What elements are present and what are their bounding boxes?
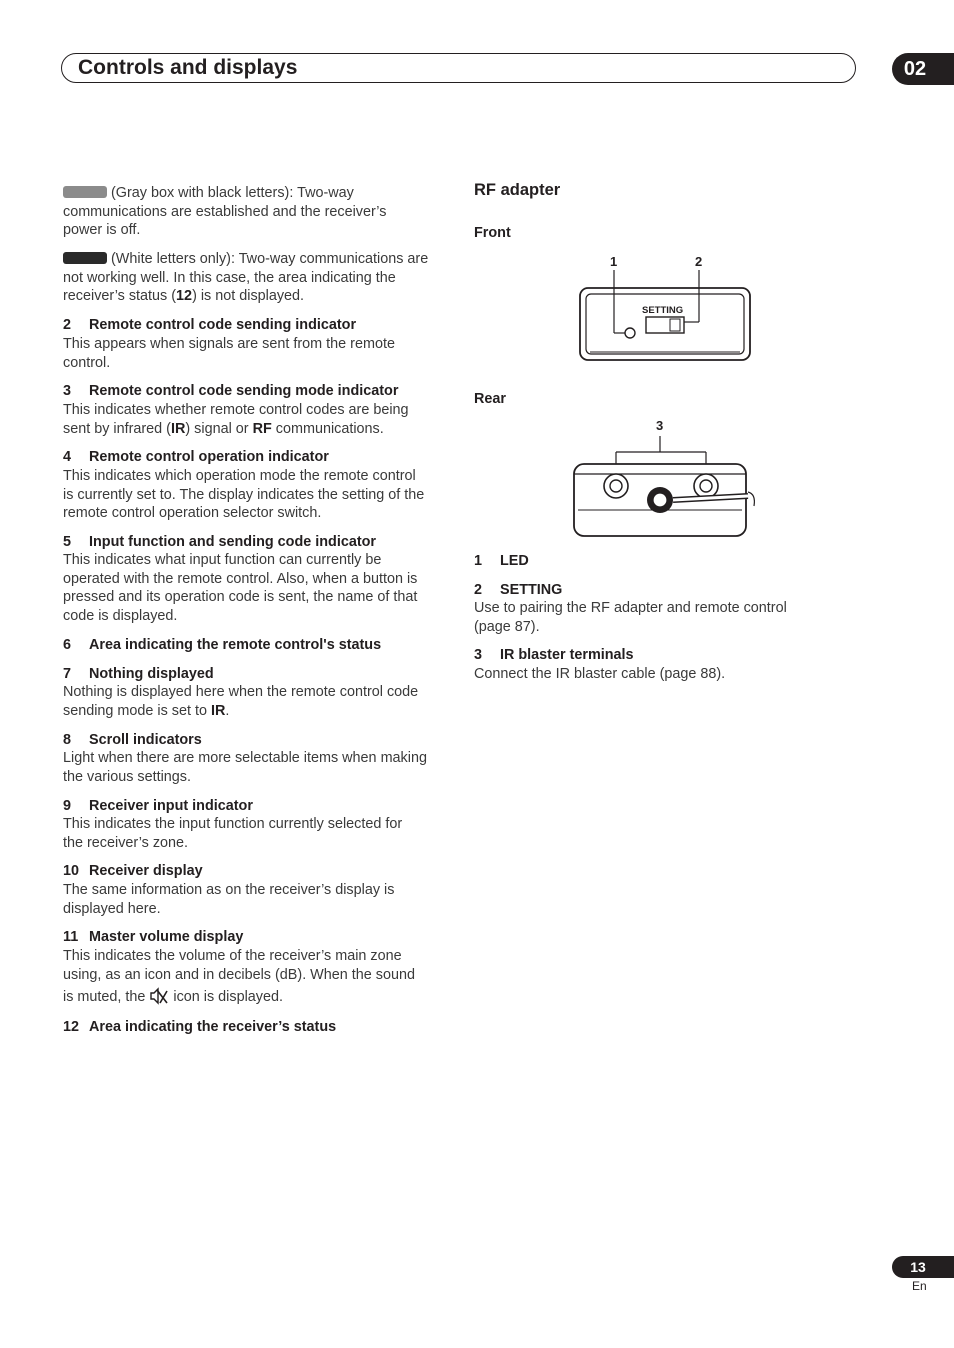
item-heading: 4 Remote control operation indicator: [63, 449, 329, 465]
rear-callout-3: 3: [656, 418, 664, 433]
mute-speaker-icon: [149, 987, 169, 1014]
item-heading: 3 Remote control code sending mode indicator: [63, 383, 399, 399]
item-description: This indicates the input function currently selected for the receiver’s zone.: [63, 816, 403, 851]
item-heading: 8 Scroll indicators: [63, 732, 202, 748]
front-callout-1: 1: [610, 254, 618, 269]
item-description: The same information as on the receiver’s display is displayed here.: [63, 882, 395, 917]
item-heading: 2 Remote control code sending indicator: [63, 317, 357, 333]
language-code: En: [912, 1279, 927, 1293]
led-icon: [625, 328, 635, 338]
page-number: 13: [892, 1256, 954, 1278]
section-title: RF adapter: [474, 181, 561, 199]
rf-adapter-rear-diagram: [570, 414, 770, 544]
front-callout-2: 2: [695, 254, 703, 269]
setting-text: SETTING: [642, 305, 684, 316]
item-heading: 6 Area indicating the remote control's status: [63, 637, 382, 653]
item-description: Connect the IR blaster cable (page 88).: [474, 666, 726, 682]
gray-box-paragraph: (Gray box with black letters): Two-way communications are established and the receiver’s power is off.: [63, 185, 387, 239]
item-description: Nothing is displayed here when the remote control code sending mode is set to IR.: [63, 684, 419, 719]
rear-label: Rear: [474, 391, 506, 407]
item-description: Use to pairing the RF adapter and remote control (page 87).: [474, 600, 787, 635]
item-heading: 12 Area indicating the receiver’s status: [63, 1019, 337, 1035]
item-description: This indicates which operation mode the remote control is currently set to. The display indicates the setting of the remote control operation selector switch.: [63, 468, 425, 522]
item-heading: 11 Master volume display: [63, 929, 244, 945]
ir-terminal-left: [604, 474, 628, 498]
item-description: Light when there are more selectable items when making the various settings.: [63, 750, 427, 785]
gray-box-swatch: [63, 186, 107, 198]
item-heading: 1 LED: [474, 553, 529, 569]
rf-adapter-front-diagram: [574, 250, 764, 370]
item-heading: 7 Nothing displayed: [63, 666, 214, 682]
item-description: This indicates whether remote control codes are being sent by infrared (IR) signal or RF communications.: [63, 402, 409, 437]
page-title: Controls and displays: [78, 56, 298, 79]
white-letters-paragraph: (White letters only): Two-way communications are not working well. In this case, the area indicating the receiver’s status (12) is not displayed.: [63, 251, 429, 305]
front-label: Front: [474, 225, 511, 241]
item-heading: 3 IR blaster terminals: [474, 647, 634, 663]
item-description: This appears when signals are sent from the remote control.: [63, 336, 395, 371]
black-box-swatch: [63, 252, 107, 264]
chapter-badge: 02: [892, 53, 954, 85]
item-heading: 9 Receiver input indicator: [63, 798, 253, 814]
item-description: This indicates what input function can currently be operated with the remote control. Also, when a button is pressed and its operation code is sent, the name of that code is displayed.: [63, 552, 418, 624]
item-heading: 2 SETTING: [474, 582, 563, 598]
item-heading: 5 Input function and sending code indicator: [63, 534, 377, 550]
item-heading: 10 Receiver display: [63, 863, 203, 879]
item-description: This indicates the volume of the receiver’s main zone using, as an icon and in decibels (dB). When the sound is muted, the icon is displayed.: [63, 947, 415, 1014]
ir-terminal-right: [694, 474, 718, 498]
